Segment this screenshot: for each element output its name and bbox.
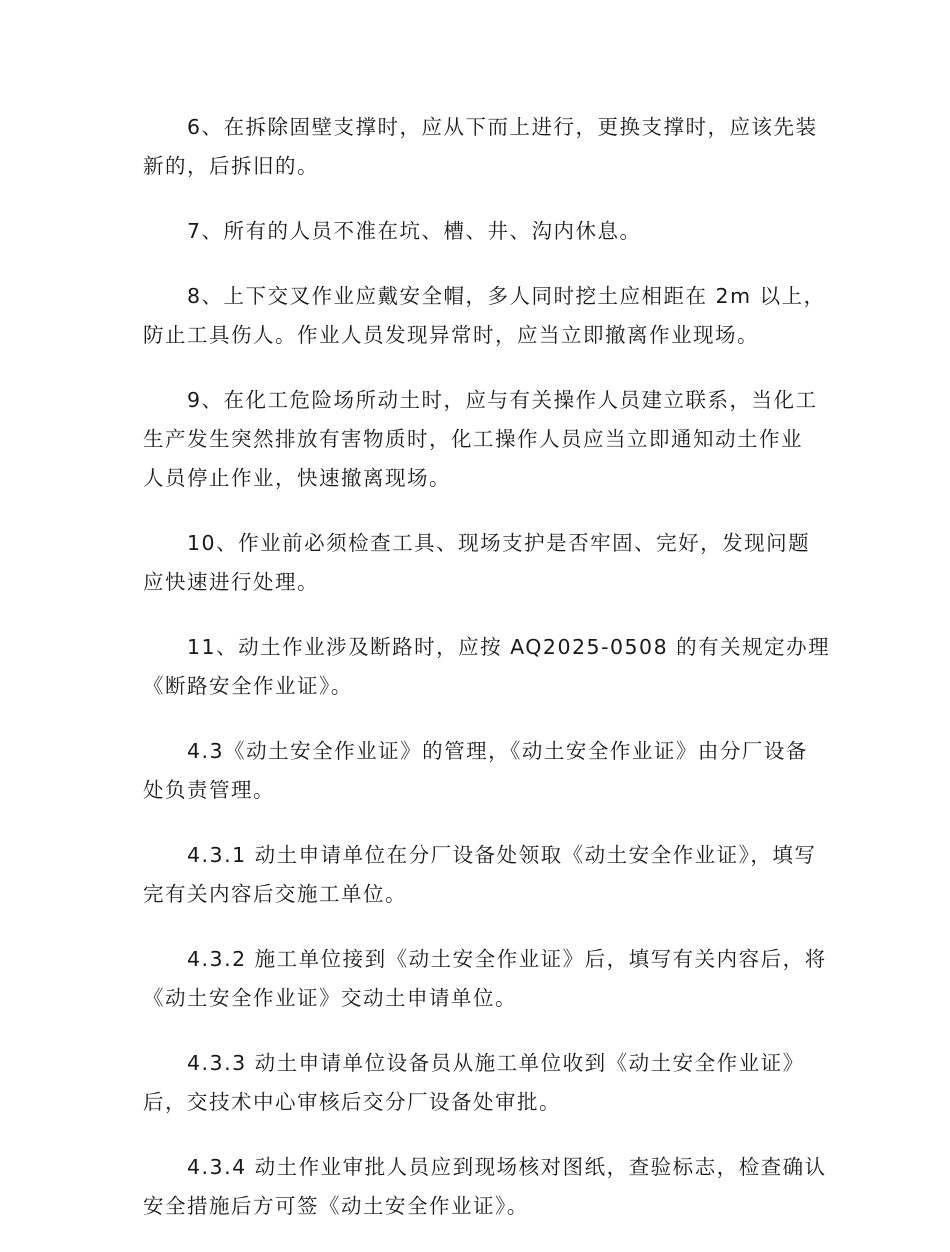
paragraph-item-6 (143, 108, 818, 186)
section-4-3-1 (143, 836, 817, 914)
paragraph-line: 处负责管理。 (143, 778, 275, 802)
paragraph-line: 完有关内容后交施工单位。 (143, 882, 407, 906)
paragraph-item-10 (143, 524, 811, 602)
paragraph-line: 《断路安全作业证》。 (143, 674, 353, 698)
paragraph-line: 后，交技术中心审核后交分厂设备处审批。 (143, 1090, 561, 1114)
paragraph-line: 应快速进行处理。 (143, 570, 319, 594)
paragraph-line: 4.3.2 施工单位接到《动土安全作业证》后，填写有关内容后，将 (187, 947, 827, 971)
paragraph-line: 生产发生突然排放有害物质时，化工操作人员应当立即通知动土作业 (143, 427, 803, 451)
paragraph-line: 4.3.4 动土作业审批人员应到现场核对图纸，查验标志，检查确认 (187, 1155, 827, 1179)
paragraph-line: 8、上下交叉作业应戴安全帽，多人同时挖土应相距在 2m 以上， (187, 284, 826, 308)
paragraph-line: 新的，后拆旧的。 (143, 154, 319, 178)
paragraph-line: 防止工具伤人。作业人员发现异常时，应当立即撤离作业现场。 (143, 323, 759, 347)
document-body (143, 108, 831, 1252)
section-4-3-3 (143, 1044, 808, 1122)
paragraph-item-11 (143, 628, 831, 706)
paragraph-line: 6、在拆除固壁支撑时，应从下而上进行，更换支撑时，应该先装 (187, 115, 818, 139)
section-4-3 (143, 732, 808, 810)
paragraph-line: 4.3《动土安全作业证》的管理，《动土安全作业证》由分厂设备 (187, 739, 808, 763)
section-4-3-4 (143, 1148, 827, 1226)
paragraph-item-7 (143, 212, 808, 251)
paragraph-line: 10、作业前必须检查工具、现场支护是否牢固、完好，发现问题 (187, 531, 811, 555)
paragraph-line: 7、所有的人员不准在坑、槽、井、沟内休息。 (187, 219, 642, 243)
paragraph-line: 4.3.1 动土申请单位在分厂设备处领取《动土安全作业证》，填写 (187, 843, 817, 867)
paragraph-line: 4.3.3 动土申请单位设备员从施工单位收到《动土安全作业证》 (187, 1051, 805, 1075)
paragraph-line: 安全措施后方可签《动土安全作业证》。 (143, 1194, 529, 1218)
section-4-3-2 (143, 940, 827, 1018)
paragraph-line: 《动土安全作业证》交动土申请单位。 (143, 986, 517, 1010)
paragraph-item-8 (143, 277, 826, 355)
paragraph-item-9 (143, 381, 818, 498)
paragraph-line: 9、在化工危险场所动土时，应与有关操作人员建立联系，当化工 (187, 388, 818, 412)
paragraph-line: 人员停止作业，快速撤离现场。 (143, 466, 451, 490)
paragraph-line: 11、动土作业涉及断路时，应按 AQ2025-0508 的有关规定办理 (187, 635, 831, 659)
